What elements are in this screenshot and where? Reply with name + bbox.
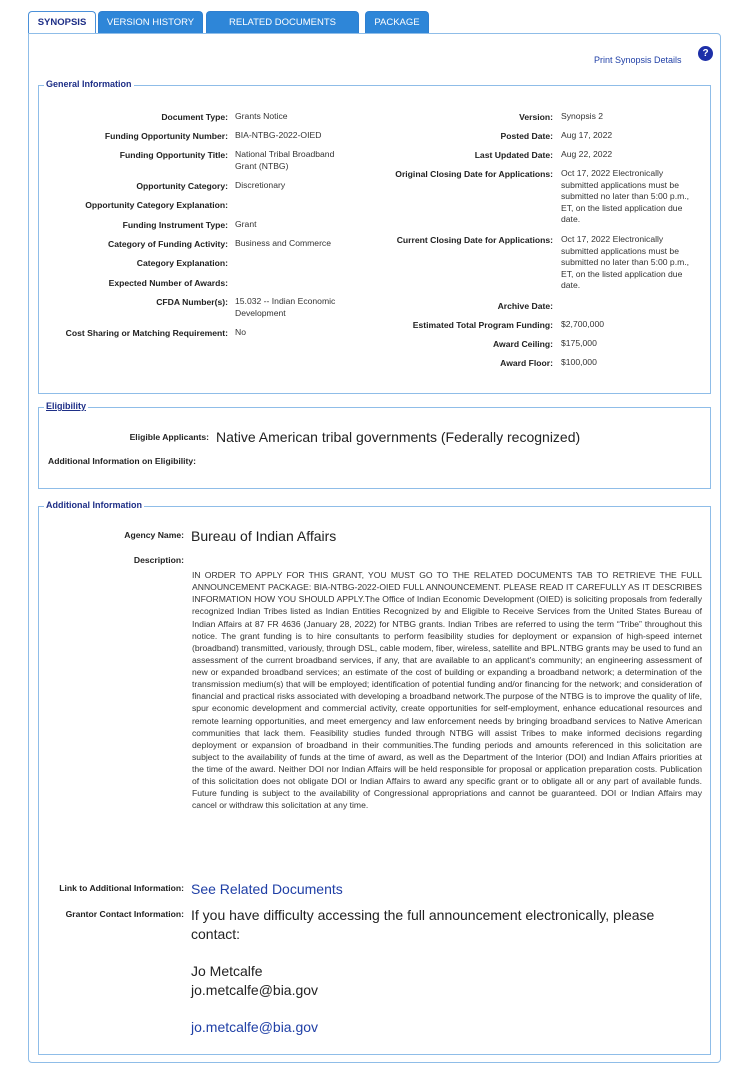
grantor-contact-text: If you have difficulty accessing the full announcement electronically, please contact: (191, 907, 655, 942)
agency-name-label: Agency Name: (124, 530, 184, 540)
opportunity-category-explanation-label: Opportunity Category Explanation: (85, 200, 228, 210)
grantor-contact-email: jo.metcalfe@bia.gov (191, 982, 319, 998)
last-updated-date-label: Last Updated Date: (474, 150, 553, 160)
eligibility-section (38, 401, 711, 489)
section-legend: General Information (46, 79, 132, 89)
additional-eligibility-label: Additional Information on Eligibility: (48, 456, 196, 466)
posted-date-label: Posted Date: (500, 131, 553, 141)
last-updated-date-value: Aug 22, 2022 (561, 149, 613, 159)
award-ceiling-value: $175,000 (561, 338, 597, 348)
description-text: IN ORDER TO APPLY FOR THIS GRANT, YOU MUST GO TO THE RELATED DOCUMENTS TAB TO RETRIEVE THE FULL ANNOUNCEMENT PACKAGE: BIA-NTBG-2022-OIED FULL ANNOUNCEMENT. PLEASE READ IT CAREFULLY AS IT DESCRIBES INFORMATION HOW YOU SHOULD APPLY.The Office of Indian Economic Development (OIED) is soliciting proposals from federally recognized Indian Tribes listed as Indian Entities Recognized by and Eligible to Receive Services from the United States Bureau of Indian Affairs at 87 FR 4636 (January 28, 2022) for NTBG grants. Indian Tribes are referred to using the term “Tribe” throughout this notice. The grant funding is to hire consultants to perform feasibility studies for deployment or expansion of high-speed internet (broadband) transmitted, variously, through DSL, cable modem, fiber, wireless, satellite and BPL.NTBG grants may be used to fund an assessment of the current broadband services, if any, that are available to an applicant's community; an engineering assessment of new or expanded broadband services; an estimate of the cost of building or expanding a broadband network; a determination of the transmission medium(s) that will be employed; identification of potential funding and/or financing for the network; and consideration of financial and practical risks associated with developing a broadband network.The purpose of the NTBG is to improve the quality of life, spur economic development and commercial activity, create opportunities for self-employment, enhance educational resources and remote learning opportunities, and meet emergency and law enforcement needs by bringing broadband services to Native American communities that lack them. Feasibility studies funded through NTBG will assist Tribes to make informed decisions regarding deployment or expansion of broadband in their communities.The funding periods and amounts referenced in this solicitation are subject to the availability of funds at the time of award, as well as the Department of the Interior (DOI) and Indian Affairs priorities at the time of the award. Neither DOI nor Indian Affairs will be held responsible for proposal or application preparation costs. Publication of this solicitation does not obligate DOI or Indian Affairs to award any specific grant or to obligate all or any part of available funds. Future funding is subject to the availability of Congressional appropriations and cannot be guaranteed. DOI or Indian Affairs may cancel or withdraw this solicitation at any time. (192, 570, 702, 811)
opportunity-category-value: Discretionary (235, 180, 286, 190)
help-icon[interactable]: ? (698, 46, 713, 61)
tab-version-history[interactable]: VERSION HISTORY (98, 11, 203, 34)
tab-package[interactable]: PACKAGE (365, 11, 429, 34)
eligible-applicants-label: Eligible Applicants: (129, 432, 209, 442)
current-closing-date-label: Current Closing Date for Applications: (396, 235, 553, 245)
version-label: Version: (519, 112, 553, 122)
description-label: Description: (133, 555, 184, 565)
original-closing-date-value: Oct 17, 2022 Electronically submitted applications must be submitted no later than 5:00 p.m., ET, on the listed application due date. (561, 168, 690, 224)
document-type-value: Grants Notice (235, 111, 288, 121)
cost-sharing-label: Cost Sharing or Matching Requirement: (65, 328, 228, 338)
eligible-applicants-value: Native American tribal governments (Federally recognized) (216, 429, 581, 445)
grantor-email-link[interactable]: jo.metcalfe@bia.gov (191, 1019, 319, 1035)
funding-instrument-type-label: Funding Instrument Type: (122, 220, 228, 230)
version-value: Synopsis 2 (561, 111, 604, 121)
funding-instrument-type-value: Grant (235, 219, 257, 229)
expected-number-of-awards-label: Expected Number of Awards: (108, 278, 228, 288)
grantor-contact-name: Jo Metcalfe (191, 963, 263, 979)
original-closing-date-label: Original Closing Date for Applications: (395, 169, 553, 179)
cost-sharing-value: No (235, 327, 246, 337)
cfda-numbers-value: 15.032 -- Indian Economic Development (235, 296, 336, 318)
see-related-documents-link[interactable]: See Related Documents (191, 881, 343, 897)
funding-opportunity-number-label: Funding Opportunity Number: (104, 131, 228, 141)
section-legend: Eligibility (46, 401, 87, 411)
document-type-label: Document Type: (161, 112, 228, 122)
estimated-total-funding-label: Estimated Total Program Funding: (412, 320, 553, 330)
funding-opportunity-title-label: Funding Opportunity Title: (119, 150, 228, 160)
estimated-total-funding-value: $2,700,000 (561, 319, 605, 329)
current-closing-date-value: Oct 17, 2022 Electronically submitted applications must be submitted no later than 5:00 p.m., ET, on the listed application due date. (561, 234, 690, 290)
category-explanation-label: Category Explanation: (136, 258, 228, 268)
award-floor-label: Award Floor: (500, 358, 553, 368)
award-floor-value: $100,000 (561, 357, 597, 367)
opportunity-category-label: Opportunity Category: (136, 181, 228, 191)
award-ceiling-label: Award Ceiling: (492, 339, 553, 349)
cfda-numbers-label: CFDA Number(s): (156, 297, 228, 307)
category-of-funding-activity-label: Category of Funding Activity: (108, 239, 228, 249)
posted-date-value: Aug 17, 2022 (561, 130, 613, 140)
grantor-contact-label: Grantor Contact Information: (65, 909, 184, 919)
funding-opportunity-title-value: National Tribal Broadband Grant (NTBG) (235, 149, 335, 171)
tab-related-documents[interactable]: RELATED DOCUMENTS (206, 11, 359, 34)
link-additional-info-label: Link to Additional Information: (59, 883, 184, 893)
section-legend: Additional Information (46, 500, 142, 510)
funding-opportunity-number-value: BIA-NTBG-2022-OIED (235, 130, 322, 140)
print-synopsis-link[interactable]: Print Synopsis Details (594, 55, 682, 65)
agency-name-value: Bureau of Indian Affairs (191, 528, 337, 544)
tab-synopsis[interactable]: SYNOPSIS (28, 11, 96, 35)
category-of-funding-activity-value: Business and Commerce (235, 238, 332, 248)
archive-date-label: Archive Date: (497, 301, 553, 311)
